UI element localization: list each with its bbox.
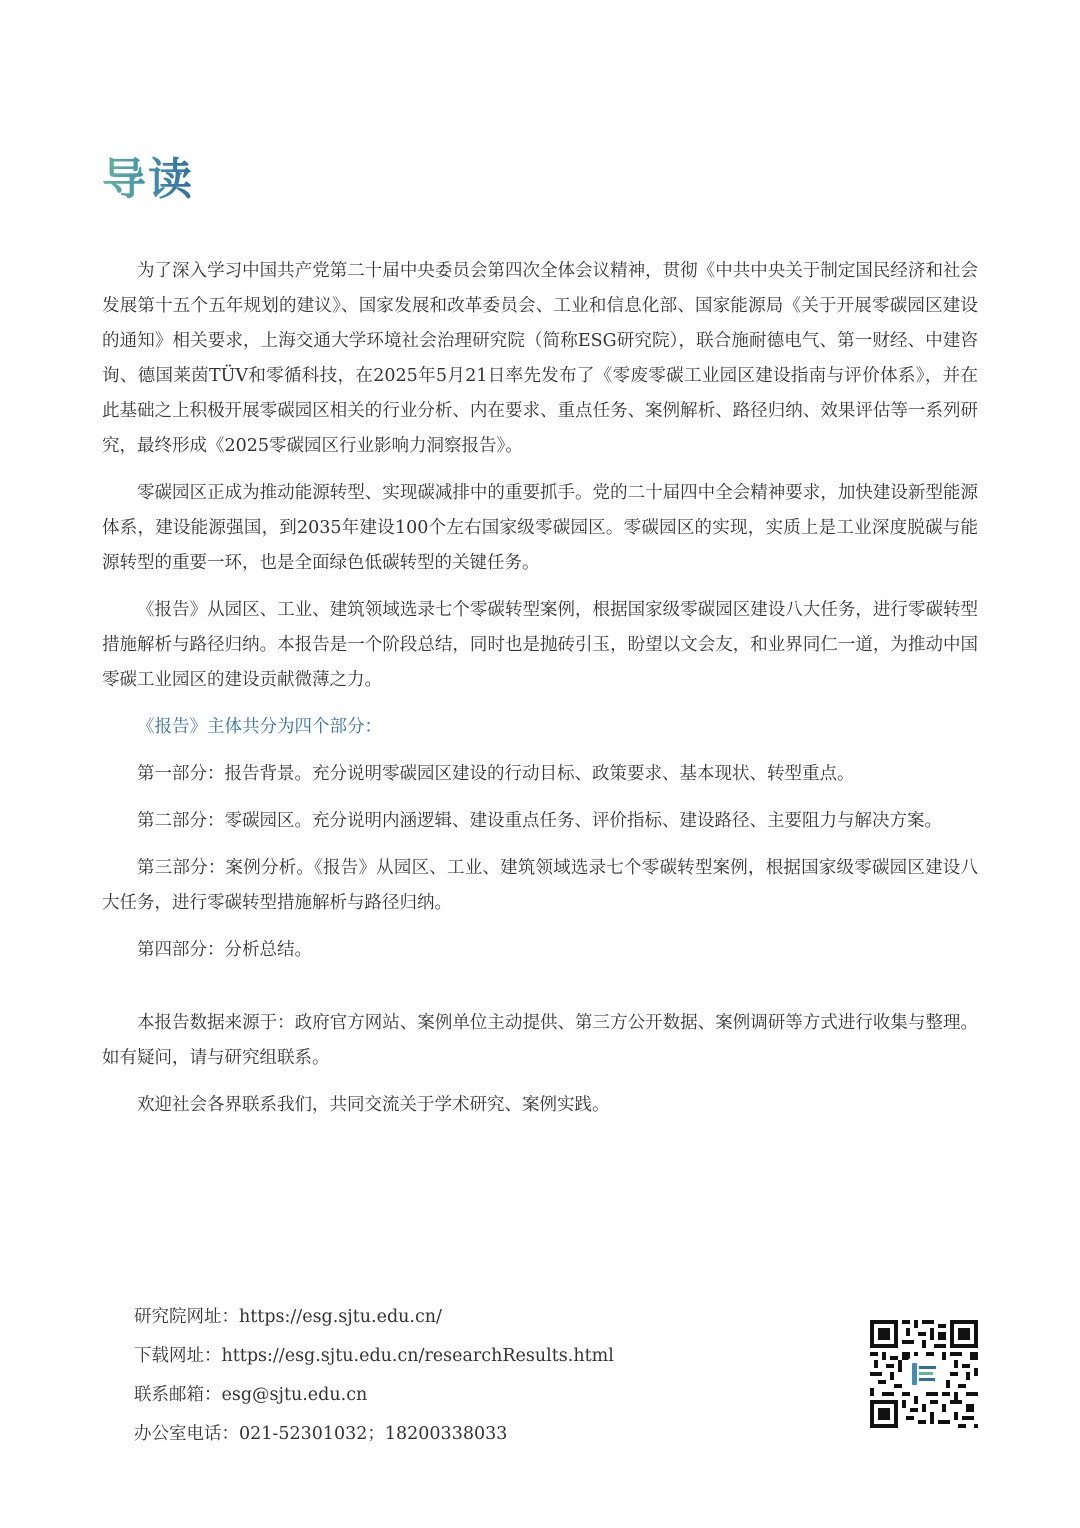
qr-code bbox=[870, 1320, 978, 1428]
contact-invitation: 欢迎社会各界联系我们，共同交流关于学术研究、案例实践。 bbox=[137, 1095, 610, 1115]
intro-body bbox=[102, 254, 978, 1135]
section-spacer bbox=[102, 980, 978, 1006]
report-structure-heading: 《报告》主体共分为四个部分： bbox=[137, 717, 382, 737]
part-two-item: 第二部分：零碳园区。充分说明内涵逻辑、建设重点任务、评价指标、建设路径、主要阻力与解决方案。 bbox=[137, 811, 942, 831]
page-title: 导读 bbox=[102, 150, 194, 210]
data-source-note: 本报告数据来源于：政府官方网站、案例单位主动提供、第三方公开数据、案例调研等方式进行收集与整理。如有疑问，请与研究组联系。 bbox=[102, 1013, 978, 1068]
institute-logo-icon bbox=[908, 1358, 940, 1390]
intro-paragraph-2: 零碳园区正成为推动能源转型、实现碳减排中的重要抓手。党的二十届四中全会精神要求，加快建设新型能源体系，建设能源强国，到2035年建设100个左右国家级零碳园区。零碳园区的实现，实质上是工业深度脱碳与能源转型的重要一环，也是全面绿色低碳转型的关键任务。 bbox=[102, 483, 978, 573]
part-four-item: 第四部分：分析总结。 bbox=[137, 940, 312, 960]
download-line[interactable]: 下载网址：https://esg.sjtu.edu.cn/researchResults.html bbox=[134, 1346, 614, 1366]
part-three-item: 第三部分：案例分析。《报告》从园区、工业、建筑领域选录七个零碳转型案例，根据国家级零碳园区建设八大任务，进行零碳转型措施解析与路径归纳。 bbox=[102, 858, 978, 913]
website-line[interactable]: 研究院网址：https://esg.sjtu.edu.cn/ bbox=[134, 1307, 442, 1327]
contact-footer bbox=[134, 1298, 614, 1454]
email-line[interactable]: 联系邮箱：esg@sjtu.edu.cn bbox=[134, 1385, 368, 1405]
part-one-item: 第一部分：报告背景。充分说明零碳园区建设的行动目标、政策要求、基本现状、转型重点。 bbox=[137, 764, 855, 784]
phone-line: 办公室电话：021-52301032；18200338033 bbox=[134, 1424, 508, 1444]
intro-paragraph-1: 为了深入学习中国共产党第二十届中央委员会第四次全体会议精神，贯彻《中共中央关于制定国民经济和社会发展第十五个五年规划的建议》、国家发展和改革委员会、工业和信息化部、国家能源局《关于开展零碳园区建设的通知》相关要求，上海交通大学环境社会治理研究院（简称ESG研究院），联合施耐德电气、第一财经、中建咨询、德国莱茵TÜV和零循科技，在2025年5月21日率先发布了《零废零碳工业园区建设指南与评价体系》，并在此基础之上积极开展零碳园区相关的行业分析、内在要求、重点任务、案例解析、路径归纳、效果评估等一系列研究，最终形成《2025零碳园区行业影响力洞察报告》。 bbox=[102, 261, 978, 456]
intro-paragraph-3: 《报告》从园区、工业、建筑领域选录七个零碳转型案例，根据国家级零碳园区建设八大任务，进行零碳转型措施解析与路径归纳。本报告是一个阶段总结，同时也是抛砖引玉，盼望以文会友，和业界同仁一道，为推动中国零碳工业园区的建设贡献微薄之力。 bbox=[102, 600, 978, 690]
